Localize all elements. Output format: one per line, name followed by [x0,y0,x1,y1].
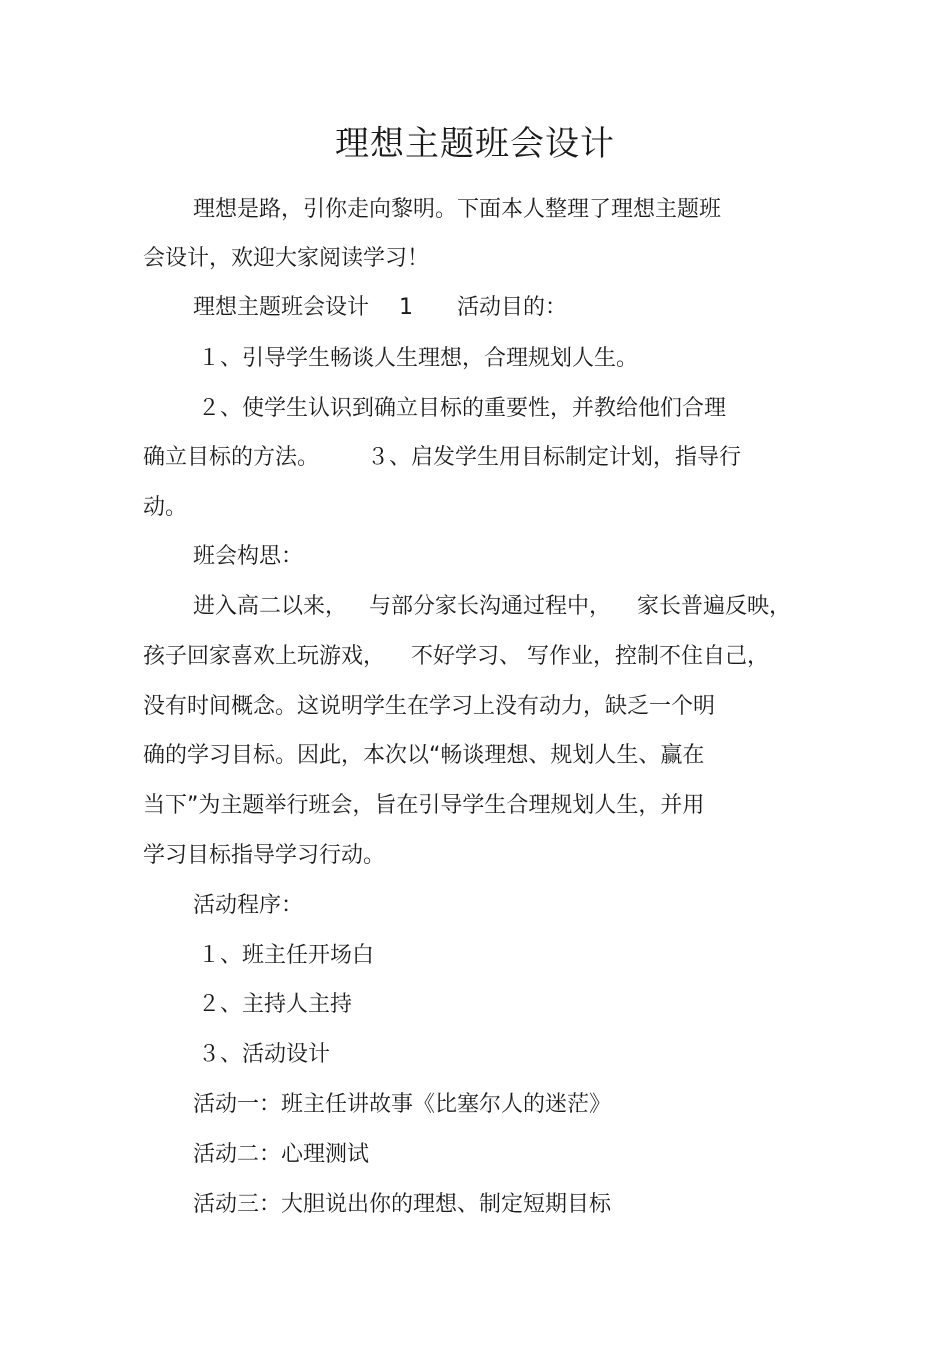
concept-line-5: 当下”为主题举行班会，旨在引导学生合理规划人生，并用 [143,793,705,818]
section-heading-label: 活动目的： [457,295,568,320]
concept-line-2-part-2: 不好学习、 [411,644,522,669]
goal-item-3-continued: 动。 [143,495,188,520]
concept-line-3: 没有时间概念。这说明学生在学习上没有动力，缺乏一个明 [143,694,716,719]
goal-item-1: １、引导学生畅谈人生理想，合理规划人生。 [198,346,639,371]
concept-line-4: 确的学习目标。因此，本次以“畅谈理想、规划人生、赢在 [143,743,705,768]
goal-item-2-continued [143,443,741,473]
section-heading-title: 理想主题班会设计 [193,295,370,320]
concept-line-1-part-1: 进入高二以来， [193,594,348,619]
concept-line-2 [143,642,769,672]
intro-line-2: 会设计，欢迎大家阅读学习！ [143,246,430,271]
activity-3: 活动三：大胆说出你的理想、制定短期目标 [193,1192,612,1217]
activity-1: 活动一：班主任讲故事《比塞尔人的迷茫》 [193,1092,612,1117]
procedure-item-2: ２、主持人主持 [198,992,353,1017]
intro-line-1: 理想是路，引你走向黎明。下面本人整理了理想主题班 [193,197,722,222]
section-heading-number: 1 [399,295,414,320]
goal-item-2: ２、使学生认识到确立目标的重要性，并教给他们合理 [198,396,727,421]
procedure-item-1: １、班主任开场白 [198,943,375,968]
procedure-item-3: ３、活动设计 [198,1042,331,1067]
concept-line-2-part-1: 孩子回家喜欢上玩游戏， [143,644,386,669]
activity-2: 活动二：心理测试 [193,1142,370,1167]
section-heading [193,293,567,323]
concept-line-1 [193,592,791,622]
concept-line-1-part-2: 与部分家长沟通过程中， [369,594,612,619]
goal-item-2-end: 确立目标的方法。 [143,445,320,470]
concept-line-6: 学习目标指导学习行动。 [143,843,386,868]
document-title: 理想主题班会设计 [335,124,615,164]
concept-line-1-part-3: 家长普遍反映， [637,594,792,619]
concept-heading: 班会构思： [193,544,304,569]
concept-line-2-part-3: 写作业，控制不住自己， [527,644,770,669]
procedure-heading: 活动程序： [193,893,304,918]
goal-item-3: ３、启发学生用目标制定计划，指导行 [367,445,742,470]
